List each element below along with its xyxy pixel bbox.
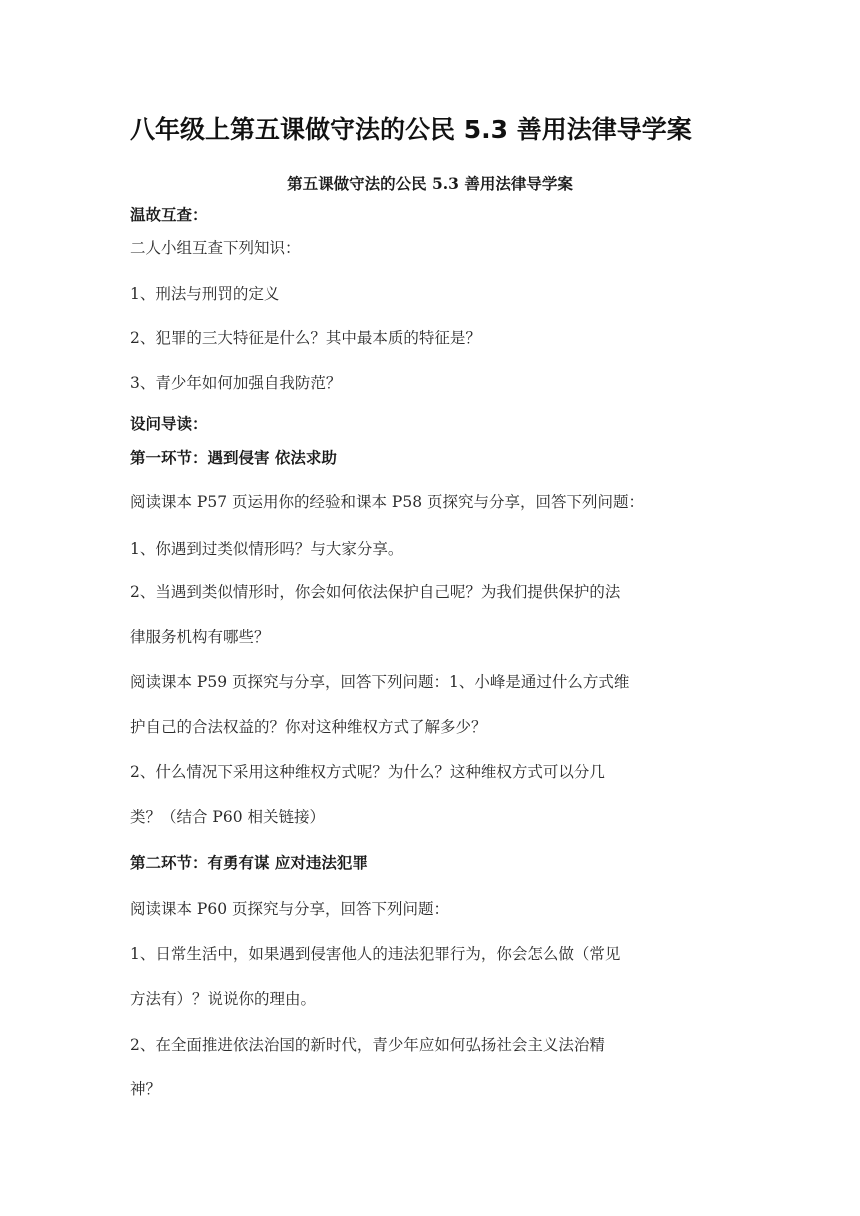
guide-heading: 设问导读： xyxy=(130,415,208,433)
section1-line: 护自己的合法权益的？你对这种维权方式了解多少？ xyxy=(130,718,487,736)
section1-line: 阅读课本 P57 页运用你的经验和课本 P58 页探究与分享，回答下列问题： xyxy=(130,493,645,511)
section1-line: 类？（结合 P60 相关链接） xyxy=(130,808,326,826)
review-item: 3、青少年如何加强自我防范？ xyxy=(130,374,342,392)
section1-line: 阅读课本 P59 页探究与分享，回答下列问题：1、小峰是通过什么方式维 xyxy=(130,673,630,691)
section1-line: 1、你遇到过类似情形吗？与大家分享。 xyxy=(130,540,404,558)
section2-line: 神？ xyxy=(130,1080,162,1098)
section1-heading: 第一环节：遇到侵害 依法求助 xyxy=(130,449,337,467)
section2-heading: 第二环节：有勇有谋 应对违法犯罪 xyxy=(130,854,368,872)
review-item: 1、刑法与刑罚的定义 xyxy=(130,285,280,303)
review-item: 2、犯罪的三大特征是什么？其中最本质的特征是？ xyxy=(130,329,481,347)
section1-line: 2、什么情况下采用这种维权方式呢？为什么？这种维权方式可以分几 xyxy=(130,763,605,781)
review-heading: 温故互查： xyxy=(130,206,208,224)
section2-line: 2、在全面推进依法治国的新时代，青少年应如何弘扬社会主义法治精 xyxy=(130,1036,605,1054)
section2-line: 方法有）？说说你的理由。 xyxy=(130,990,317,1008)
document-title: 八年级上第五课做守法的公民 5.3 善用法律导学案 xyxy=(130,115,692,144)
section2-line: 阅读课本 P60 页探究与分享，回答下列问题： xyxy=(130,900,450,918)
review-intro: 二人小组互查下列知识： xyxy=(130,239,301,257)
document-subtitle: 第五课做守法的公民 5.3 善用法律导学案 xyxy=(287,174,573,193)
section1-line: 2、当遇到类似情形时，你会如何依法保护自己呢？为我们提供保护的法 xyxy=(130,583,621,601)
section1-line: 律服务机构有哪些？ xyxy=(130,628,270,646)
section2-line: 1、日常生活中，如果遇到侵害他人的违法犯罪行为，你会怎么做（常见 xyxy=(130,945,621,963)
